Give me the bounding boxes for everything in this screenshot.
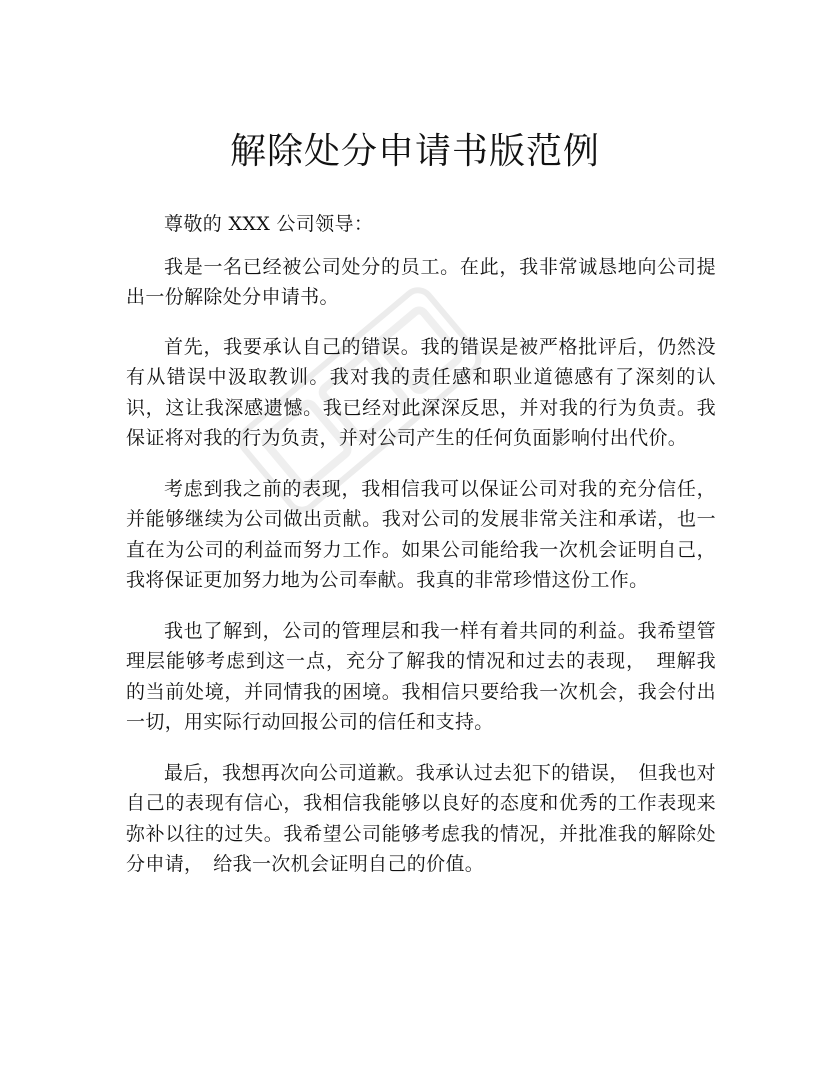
paragraph-4: 我也了解到，公司的管理层和我一样有着共同的利益。我希望管理层能够考虑到这一点，充分了解我的情况和过去的表现， 理解我的当前处境，并同情我的困境。我相信只要给我一次机会，我会付出一切，用实际行动回报公司的信任和支持。 xyxy=(126,619,716,733)
document-body xyxy=(126,209,716,895)
paragraph-1: 我是一名已经被公司处分的员工。在此，我非常诚恳地向公司提出一份解除处分申请书。 xyxy=(126,255,716,308)
paragraph-2: 首先，我要承认自己的错误。我的错误是被严格批评后，仍然没有从错误中汲取教训。我对我的责任感和职业道德感有了深刻的认识，这让我深感遗憾。我已经对此深深反思，并对我的行为负责。我保证将对我的行为负责，并对公司产生的任何负面影响付出代价。 xyxy=(126,335,716,449)
greeting-line: 尊敬的 XXX 公司领导： xyxy=(164,213,374,235)
paragraph-5: 最后，我想再次向公司道歉。我承认过去犯下的错误， 但我也对自己的表现有信心，我相信我能够以良好的态度和优秀的工作表现来弥补以往的过失。我希望公司能够考虑我的情况，并批准我的解除处分申请， 给我一次机会证明自己的价值。 xyxy=(126,761,716,875)
document-title: 解除处分申请书版范例 xyxy=(229,131,600,172)
paragraph-3: 考虑到我之前的表现，我相信我可以保证公司对我的充分信任，并能够继续为公司做出贡献。我对公司的发展非常关注和承诺，也一直在为公司的利益而努力工作。如果公司能给我一次机会证明自己，我将保证更加努力地为公司奉献。我真的非常珍惜这份工作。 xyxy=(126,477,716,591)
